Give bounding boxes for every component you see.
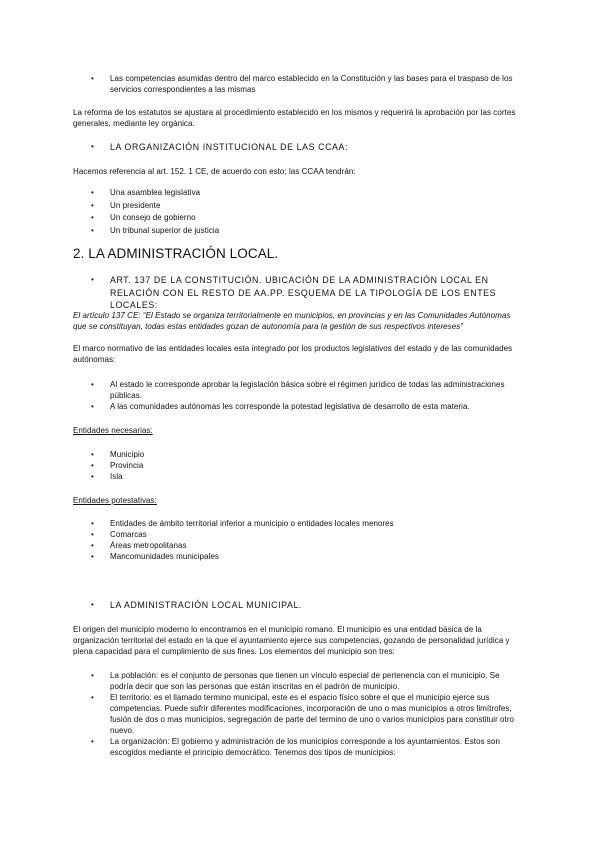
art-heading-list (91, 274, 521, 312)
org-paragraph: Hacemos referencia al art. 152. 1 CE, de acuerdo con esto; las CCAA tendrán: (73, 167, 356, 176)
normative-list (91, 379, 521, 412)
list-item: • La organización: El gobierno y administración de los municipios corresponde a los ayuntamientos. Estos son escogidos mediante el principio democrático. Tenemos dos tipos de municipios: (91, 736, 523, 758)
municipal-heading-list (91, 599, 521, 611)
list-item: • El territorio: es el llamado termino municipal, este es el espacio físico sobre el que el municipio ejerce sus competencias. Puede sufrir diferentes modificaciones, incorporación de uno o mas municipios a otros limítrofes, fusión de dos o mas municipios, segregación de parte del termino de uno o varios municipios para constituir otro nuevo. (91, 692, 523, 736)
optional-label: Entidades potestativas: (73, 496, 157, 505)
art-heading: • ART. 137 DE LA CONSTITUCIÓN. UBICACIÓN DE LA ADMINISTRACIÓN LOCAL EN RELACIÓN CON EL RESTO DE AA.PP. ESQUEMA DE LA TIPOLOGÍA DE LOS ENTES LOCALES: (91, 274, 521, 312)
list-item: • Entidades de ámbito territorial inferior a municipio o entidades locales menores (91, 518, 521, 529)
list-item: • Un presidente (91, 200, 531, 213)
list-item: • Isla (91, 471, 521, 482)
list-item: • Una asamblea legislativa (91, 187, 531, 200)
municipal-paragraph: El origen del municipio moderno lo encontramos en el municipio romano. El municipio es una entidad básica de la organización territorial del estado en la que el ayuntamiento ejerce sus competencias, gozando de personalidad jurídica y plena capacidad para el cumplimiento de sus fines. Los elementos del municipio son tres: (73, 625, 510, 656)
list-item: • Comarcas (91, 529, 521, 540)
list-item: • A las comunidades autónomas les corresponde la potestad legislativa de desarrollo de esta materia. (91, 401, 521, 412)
list-item: • La población: es el conjunto de personas que tienen un vínculo especial de pertenencia con el municipio. Se podría decir que son las personas que están inscritas en el padrón de municipio. (91, 670, 523, 692)
list-item: • Municipio (91, 449, 521, 460)
list-item: • Un consejo de gobierno (91, 212, 531, 225)
art-quote: El artículo 137 CE: “El Estado se organiza territorialmente en municipios, en provincias y en las Comunidades Autónomas que se constituyan, todas estas entidades gozan de autonomía para la gestión de sus respectivos intereses” (73, 311, 511, 331)
list-item: • Un tribunal superior de justicia (91, 225, 531, 238)
org-heading: • LA ORGANIZACIÓN INSTITUCIONAL DE LAS CCAA: (91, 141, 531, 153)
necessary-list (91, 449, 521, 482)
necessary-label: Entidades necesarias: (73, 426, 153, 435)
municipal-list (91, 670, 523, 758)
section-title: 2. LA ADMINISTRACIÓN LOCAL. (73, 246, 279, 261)
reform-paragraph: La reforma de los estatutos se ajustara al procedimiento establecido en los mismos y requerirá la aprobación por las cortes generales, mediante ley orgánica. (73, 108, 516, 128)
optional-list (91, 518, 521, 562)
list-item: • Al estado le corresponde aprobar la legislación básica sobre el régimen jurídico de todas las administraciones públicas. (91, 379, 521, 401)
normative-paragraph: El marco normativo de las entidades locales esta integrado por los productos legislativos del estado y de las comunidades autónomas: (73, 344, 513, 364)
list-item: • Provincia (91, 460, 521, 471)
municipal-heading: • LA ADMINISTRACIÓN LOCAL MUNICIPAL. (91, 599, 521, 611)
list-item: • Áreas metropolitanas (91, 540, 521, 551)
org-items-list (91, 187, 531, 237)
org-heading-list (91, 141, 531, 153)
list-item: • Las competencias asumidas dentro del marco establecido en la Constitución y las bases para el traspaso de los servicios correspondientes a las mismas (91, 73, 531, 95)
list-item: • Mancomunidades municipales (91, 551, 521, 562)
intro-list (91, 73, 531, 95)
